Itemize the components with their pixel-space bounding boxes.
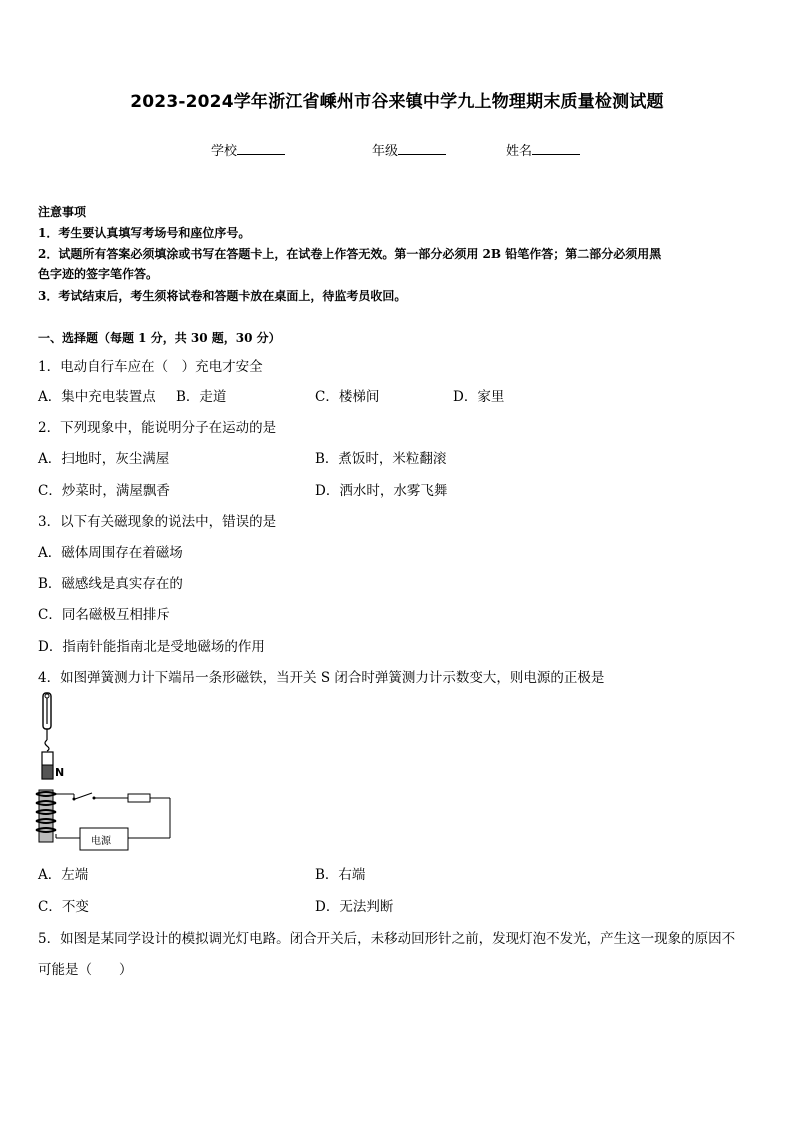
notice-item: 1．考生要认真填写考场号和座位序号。 [38, 226, 251, 240]
notice-heading: 注意事项 [38, 205, 87, 219]
name-label: 姓名 [506, 144, 533, 159]
name-blank [532, 141, 580, 155]
option-a: A．扫地时，灰尘满屋 [38, 451, 170, 467]
option-c: C．同名磁极互相排斥 [38, 607, 170, 623]
resistor [128, 794, 150, 802]
option-b: B．磁感线是真实存在的 [38, 576, 183, 592]
question-stem-cont: 可能是（ ） [38, 962, 133, 978]
notice-item: 3．考试结束后，考生须将试卷和答题卡放在桌面上，待监考员收回。 [38, 289, 407, 303]
notice-item: 2．试题所有答案必须填涂或书写在答题卡上，在试卷上作答无效。第一部分必须用 2B 铅笔作答；第二部分必须用黑 [38, 247, 662, 261]
circuit-figure [30, 690, 180, 852]
option-c: C．不变 [38, 899, 89, 915]
question-stem: 5．如图是某同学设计的模拟调光灯电路。闭合开关后，未移动回形针之前，发现灯泡不发光，产生这一现象的原因不 [38, 931, 736, 947]
page-title: 2023-2024学年浙江省嵊州市谷来镇中学九上物理期末质量检测试题 [130, 92, 664, 112]
notice-item: 色字迹的签字笔作答。 [38, 267, 159, 281]
question-stem: 2．下列现象中，能说明分子在运动的是 [38, 420, 277, 436]
option-d: D．洒水时，水雾飞舞 [315, 483, 448, 499]
option-a: A．集中充电装置点 [38, 389, 156, 405]
grade-field [372, 140, 446, 159]
option-d: D．家里 [453, 389, 505, 405]
section-heading: 一、选择题（每题 1 分，共 30 题，30 分） [38, 331, 281, 345]
option-b: B．右端 [315, 867, 366, 883]
option-d: D．指南针能指南北是受地磁场的作用 [38, 639, 265, 655]
school-label: 学校 [211, 144, 238, 159]
question-stem: 1．电动自行车应在（ ）充电才安全 [38, 359, 263, 375]
school-blank [237, 141, 285, 155]
option-a: A．磁体周围存在着磁场 [38, 545, 183, 561]
question-stem: 3．以下有关磁现象的说法中，错误的是 [38, 514, 277, 530]
school-field [211, 140, 285, 159]
grade-label: 年级 [372, 144, 399, 159]
switch [75, 793, 92, 799]
name-field [506, 140, 580, 159]
source-label: 电源 [91, 836, 111, 847]
option-a: A．左端 [38, 867, 89, 883]
option-c: C．楼梯间 [315, 389, 380, 405]
option-d: D．无法判断 [315, 899, 394, 915]
option-b: B．煮饭时，米粒翻滚 [315, 451, 447, 467]
grade-blank [398, 141, 446, 155]
question-stem: 4．如图弹簧测力计下端吊一条形磁铁，当开关 S 闭合时弹簧测力计示数变大，则电源的正极是 [38, 670, 605, 686]
magnet-label: N [55, 766, 65, 779]
option-c: C．炒菜时，满屋飘香 [38, 483, 170, 499]
solenoid-core [39, 790, 53, 842]
option-b: B．走道 [176, 389, 227, 405]
